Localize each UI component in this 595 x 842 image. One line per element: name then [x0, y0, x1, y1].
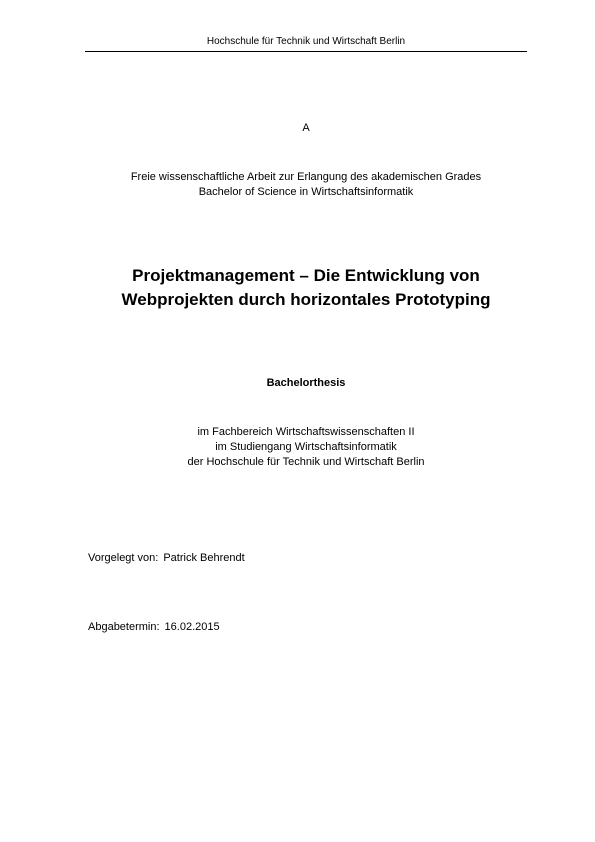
department-info: [85, 425, 527, 470]
department-line: der Hochschule für Technik und Wirtschaft Berlin: [187, 456, 425, 468]
page-header: Hochschule für Technik und Wirtschaft Berlin: [206, 36, 406, 47]
degree-line: Freie wissenschaftliche Arbeit zur Erlangung des akademischen Grades: [130, 171, 482, 183]
letter-mark: A: [302, 122, 310, 134]
degree-info: [85, 170, 527, 200]
submission-date-label: Abgabetermin:: [88, 621, 160, 633]
thesis-title: [85, 264, 527, 312]
submission-date-value: 16.02.2015: [164, 621, 220, 633]
thesis-type: Bachelorthesis: [266, 377, 346, 389]
submission-date-line: [88, 621, 220, 634]
title-line: Projektmanagement – Die Entwicklung von: [132, 266, 480, 285]
author-line: [88, 552, 245, 565]
degree-line: Bachelor of Science in Wirtschaftsinformatik: [198, 186, 414, 198]
header-divider: [85, 51, 527, 52]
title-line: Webprojekten durch horizontales Prototyping: [121, 290, 491, 309]
department-line: im Fachbereich Wirtschaftswissenschaften II: [197, 426, 415, 438]
author-name: Patrick Behrendt: [163, 552, 245, 564]
author-label: Vorgelegt von:: [88, 552, 159, 564]
department-line: im Studiengang Wirtschaftsinformatik: [215, 441, 397, 453]
